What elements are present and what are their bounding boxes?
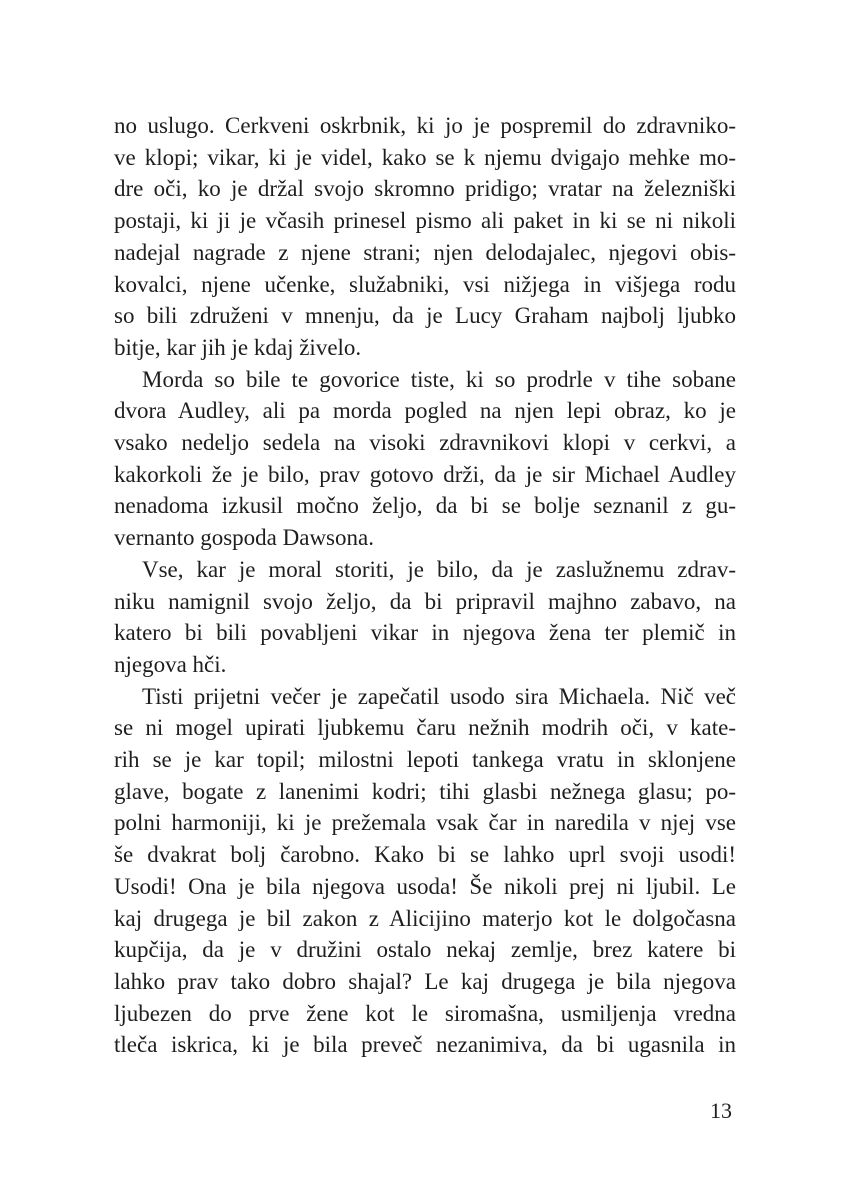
text-line: Morda so bile te govorice tiste, ki so prodrle v tihe sobane [142,366,736,392]
text-line: postaji, ki ji je včasih prinesel pismo ali paket in ki se ni nikoli [114,208,736,234]
text-line: njegova hči. [114,651,227,677]
text-line: še dvakrat bolj čarobno. Kako bi se lahko uprl svoji usodi! [114,842,736,868]
text-line: dvora Audley, ali pa morda pogled na njen lepi obraz, ko je [114,398,736,424]
text-line: kaj drugega je bil zakon z Alicijino materjo kot le dolgočasna [114,905,736,931]
text-line: se ni mogel upirati ljubkemu čaru nežnih modrih oči, v kate- [114,715,736,741]
paragraph [114,681,736,1061]
text-line: nenadoma izkusil močno željo, da bi se bolje seznanil z gu- [114,493,736,519]
text-line: Tisti prijetni večer je zapečatil usodo sira Michaela. Nič več [142,683,736,709]
paragraph [114,364,736,554]
text-line: so bili združeni v mnenju, da je Lucy Graham najbolj ljubko [114,303,736,329]
text-line: tleča iskrica, ki je bila preveč nezanimiva, da bi ugasnila in [114,1032,736,1058]
text-line: niku namignil svojo željo, da bi pripravil majhno zabavo, na [114,588,736,614]
text-line: ve klopi; vikar, ki je videl, kako se k njemu dvigajo mehke mo- [114,144,736,170]
text-line: ljubezen do prve žene kot le siromašna, usmiljenja vredna [114,1000,736,1026]
text-line: glave, bogate z lanenimi kodri; tihi glasbi nežnega glasu; po- [114,778,736,804]
text-line: no uslugo. Cerkveni oskrbnik, ki jo je pospremil do zdravniko- [114,113,736,138]
text-line: kupčija, da je v družini ostalo nekaj zemlje, brez katere bi [114,937,736,963]
text-line: lahko prav tako dobro shajal? Le kaj drugega je bila njegova [114,968,736,994]
paragraph [114,110,736,364]
paragraph [114,554,736,681]
text-line: dre oči, ko je držal svojo skromno pridigo; vratar na železniški [114,176,736,202]
text-line: bitje, kar jih je kdaj živelo. [114,334,362,360]
text-line: kovalci, njene učenke, služabniki, vsi nižjega in višjega rodu [114,271,736,297]
text-line: rih se je kar topil; milostni lepoti tankega vratu in sklonjene [114,747,736,773]
page-number: 13 [710,1098,732,1123]
text-line: kakorkoli že je bilo, prav gotovo drži, da je sir Michael Audley [114,461,736,487]
text-line: Vse, kar je moral storiti, je bilo, da je zaslužnemu zdrav- [142,556,736,582]
body-text [114,110,736,1061]
text-line: polni harmoniji, ki je prežemala vsak čar in naredila v njej vse [114,810,736,836]
text-line: vernanto gospoda Dawsona. [114,525,374,551]
text-line: Usodi! Ona je bila njegova usoda! Še nikoli prej ni ljubil. Le [114,873,736,899]
text-line: nadejal nagrade z njene strani; njen delodajalec, njegovi obis- [114,239,736,265]
text-line: katero bi bili povabljeni vikar in njegova žena ter plemič in [114,620,736,646]
text-line: vsako nedeljo sedela na visoki zdravnikovi klopi v cerkvi, a [114,430,736,456]
